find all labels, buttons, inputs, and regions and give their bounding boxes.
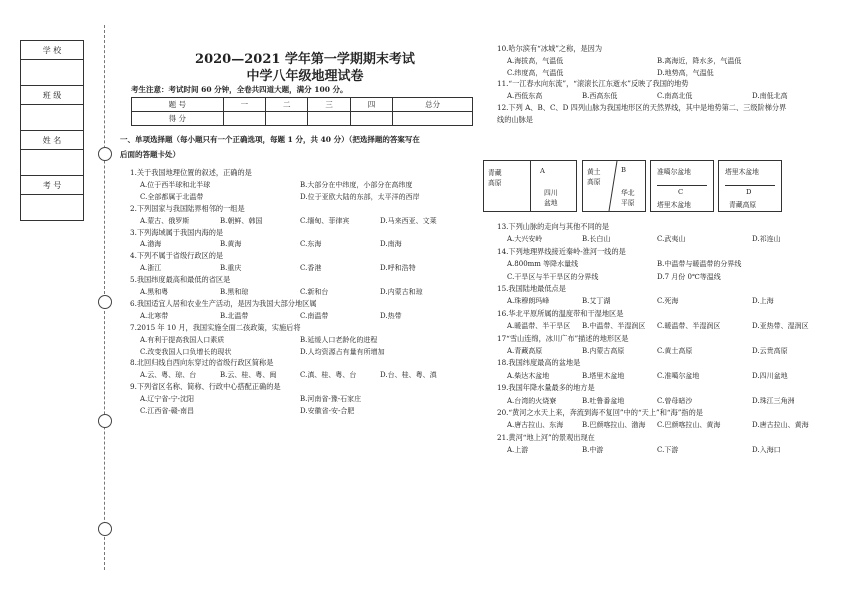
score-header: 总分 bbox=[393, 98, 473, 112]
answer-option[interactable]: B.中温带与暖温带的分界线 bbox=[657, 260, 742, 269]
exam-subtitle: 中学八年级地理试卷 bbox=[246, 69, 364, 84]
score-header: 二 bbox=[266, 98, 308, 112]
score-header: 四 bbox=[350, 98, 392, 112]
answer-option[interactable]: D.7 月份 0℃等温线 bbox=[657, 272, 721, 281]
answer-option[interactable]: C.准噶尔盆地 bbox=[657, 371, 700, 380]
box-label: 青藏 高原 bbox=[488, 169, 502, 187]
box-letter: A bbox=[540, 167, 545, 175]
answer-option[interactable]: A.蒙古、俄罗斯 bbox=[140, 216, 190, 225]
answer-option[interactable]: B.艾丁湖 bbox=[582, 297, 611, 306]
box-label: 准噶尔盆地 bbox=[657, 168, 691, 176]
answer-option[interactable]: C.纬度高，气温低 bbox=[507, 68, 564, 77]
answer-option[interactable]: D.南海 bbox=[380, 240, 402, 249]
answer-option[interactable]: A.黑和粤 bbox=[140, 288, 169, 296]
answer-option[interactable]: C.南高北低 bbox=[657, 92, 693, 101]
question-stem: 8.北回归线自西向东穿过的省级行政区简称是 bbox=[130, 358, 274, 368]
question-stem: 12.下列 A、B、C、D 四列山脉为我国地形区的天然界线，其中是地势第二、三级阶梯分界 bbox=[497, 103, 787, 112]
score-header: 三 bbox=[308, 98, 350, 112]
answer-option[interactable]: B.塔里木盆地 bbox=[582, 371, 625, 380]
answer-option[interactable]: D.内蒙古和琼 bbox=[380, 288, 423, 296]
answer-option[interactable]: C.下游 bbox=[657, 446, 679, 455]
answer-option[interactable]: B.云、桂、粤、闽 bbox=[220, 371, 277, 380]
box-label: 塔里木盆地 bbox=[725, 168, 759, 176]
score-header: 一 bbox=[223, 98, 265, 112]
score-row-label: 得 分 bbox=[132, 112, 224, 126]
answer-option[interactable]: C.暖温带、半湿润区 bbox=[657, 322, 721, 331]
answer-option[interactable]: D.亚热带、湿润区 bbox=[752, 322, 809, 331]
answer-option[interactable]: C.东海 bbox=[300, 240, 322, 249]
score-header: 题 号 bbox=[132, 98, 224, 112]
answer-option[interactable]: A.云、粤、琼、台 bbox=[140, 371, 197, 380]
answer-option[interactable]: C.曾母暗沙 bbox=[657, 396, 693, 405]
answer-option[interactable]: D.南低北高 bbox=[752, 92, 788, 101]
answer-option[interactable]: D.四川盆地 bbox=[752, 371, 788, 380]
binding-hole bbox=[98, 522, 112, 536]
question-stem: 3.下列海域属于我国内海的是 bbox=[130, 227, 224, 237]
question-stem: 5.我国纬度最高和最低的省区是 bbox=[130, 275, 231, 285]
answer-option[interactable]: B.中游 bbox=[582, 446, 604, 455]
answer-option[interactable]: D.云贵高原 bbox=[752, 347, 788, 355]
answer-option[interactable]: D.安徽省-安-合肥 bbox=[300, 407, 355, 415]
answer-option[interactable]: C.全部都属于北温带 bbox=[140, 192, 204, 201]
box-letter: D bbox=[746, 188, 752, 196]
name-label: 姓 名 bbox=[21, 131, 84, 150]
answer-option[interactable]: D.地势高，气温低 bbox=[657, 68, 714, 77]
question-stem: 16.华北平原所属的温度带和干湿地区是 bbox=[497, 308, 624, 318]
answer-option[interactable]: C.新和台 bbox=[300, 288, 329, 296]
answer-option[interactable]: A.800mm 等降水量线 bbox=[507, 260, 579, 269]
question-stem: 7.2015 年 10 月，我国实施全面二孩政策，实施后将 bbox=[130, 322, 301, 332]
answer-option[interactable]: B.巴颜喀拉山、渤海 bbox=[582, 421, 646, 430]
answer-option[interactable]: A.青藏高原 bbox=[507, 347, 543, 355]
answer-option[interactable]: C.巴颜喀拉山、黄海 bbox=[657, 421, 721, 430]
answer-option[interactable]: B.离海近，降水多，气温低 bbox=[657, 56, 742, 65]
score-cell[interactable] bbox=[350, 112, 392, 126]
answer-option[interactable]: A.渤海 bbox=[140, 240, 162, 249]
answer-option[interactable]: C.死海 bbox=[657, 297, 679, 306]
answer-option[interactable]: A.西低东高 bbox=[507, 92, 543, 101]
binding-hole bbox=[98, 414, 112, 428]
box-label: 华北 平原 bbox=[621, 189, 635, 207]
box-label: 四川 盆地 bbox=[544, 189, 558, 207]
box-letter: B bbox=[621, 166, 626, 174]
answer-option[interactable]: C.江西省-赣-南昌 bbox=[140, 407, 195, 415]
answer-option[interactable]: A.位于西半球和北半球 bbox=[140, 180, 211, 189]
id-label: 考 号 bbox=[21, 176, 84, 195]
answer-option[interactable]: A.柴达木盆地 bbox=[507, 371, 550, 380]
question-stem: 13.下列山脉的走向与其他不同的是 bbox=[497, 222, 610, 231]
student-info-table bbox=[20, 40, 84, 221]
question-stem: 17“雪山连绵，冰川广布”描述的地形区是 bbox=[497, 333, 629, 343]
answer-option[interactable]: A.北寒带 bbox=[140, 311, 169, 320]
q12-box-a bbox=[483, 160, 577, 212]
question-stem: 6.我国适宜人居和农业生产活动，是因为我国大部分地区属 bbox=[130, 298, 317, 308]
id-field[interactable] bbox=[21, 195, 84, 221]
question-stem: 21.黄河“地上河”的景观出现在 bbox=[497, 432, 595, 442]
answer-option[interactable]: D.上海 bbox=[752, 297, 774, 306]
answer-option[interactable]: D.入海口 bbox=[752, 446, 781, 455]
answer-option[interactable]: A.唐古拉山、东海 bbox=[507, 421, 564, 430]
q12-box-c bbox=[650, 160, 714, 212]
answer-option[interactable]: B.延缓人口老龄化的进程 bbox=[300, 335, 378, 344]
answer-option[interactable]: A.辽宁省-宁-沈阳 bbox=[140, 395, 195, 404]
answer-option[interactable]: D.位于亚欧大陆的东部，太平洋的西岸 bbox=[300, 192, 420, 201]
answer-option[interactable]: C.缅甸、菲律宾 bbox=[300, 216, 350, 225]
answer-option[interactable]: A.暖温带、半干旱区 bbox=[507, 322, 571, 331]
answer-option[interactable]: D.祁连山 bbox=[752, 235, 781, 244]
answer-option[interactable]: C.南温带 bbox=[300, 311, 329, 320]
name-field[interactable] bbox=[21, 150, 84, 176]
score-cell[interactable] bbox=[266, 112, 308, 126]
question-stem: 1.关于我国地理位置的叙述，正确的是 bbox=[130, 168, 252, 177]
answer-option[interactable]: A.海拔高，气温低 bbox=[507, 56, 564, 65]
score-table bbox=[131, 97, 473, 126]
answer-option[interactable]: C.干旱区与半干旱区的分界线 bbox=[507, 272, 599, 281]
answer-option[interactable]: A.有利于提高我国人口素质 bbox=[140, 335, 225, 344]
answer-option[interactable]: C.改变我国人口负增长的现状 bbox=[140, 347, 232, 356]
answer-option[interactable]: B.黄海 bbox=[220, 240, 242, 249]
school-label: 学 校 bbox=[21, 41, 84, 60]
answer-option[interactable]: A.珠穆朗玛峰 bbox=[507, 297, 550, 306]
exam-note: 考生注意：考试时间 60 分钟，全卷共四道大题，满分 100 分。 bbox=[131, 85, 348, 94]
answer-option[interactable]: D.珠江三角洲 bbox=[752, 396, 795, 405]
answer-option[interactable]: D.呼和浩特 bbox=[380, 264, 416, 273]
binding-hole bbox=[98, 295, 112, 309]
section-heading-line: 后面的答题卡处） bbox=[120, 150, 180, 159]
answer-option[interactable]: B.大部分在中纬度，小部分在高纬度 bbox=[300, 180, 413, 189]
score-cell[interactable] bbox=[308, 112, 350, 126]
answer-option[interactable]: B.朝鲜、韩国 bbox=[220, 216, 263, 225]
question-stem: 2.下列国家与我国陆界相邻的一组是 bbox=[130, 203, 245, 213]
answer-option[interactable]: D.唐古拉山、黄海 bbox=[752, 421, 809, 430]
answer-option[interactable]: C.香港 bbox=[300, 264, 322, 273]
answer-option[interactable]: B.吐鲁番盆地 bbox=[582, 396, 625, 405]
answer-option[interactable]: C.滇、桂、粤、台 bbox=[300, 371, 357, 380]
school-field[interactable] bbox=[21, 60, 84, 86]
score-cell[interactable] bbox=[393, 112, 473, 126]
box-label: 塔里木盆地 bbox=[657, 201, 691, 209]
answer-option[interactable]: C.武夷山 bbox=[657, 235, 686, 244]
box-label: 黄土 高原 bbox=[587, 168, 601, 186]
answer-option[interactable]: C.黄土高原 bbox=[657, 347, 693, 355]
question-stem: 10.哈尔滨有“冰城”之称，是因为 bbox=[497, 44, 603, 53]
question-stem: 11.“一江春水向东流”，“滚滚长江东逝水”反映了我国的地势 bbox=[497, 79, 689, 89]
answer-option[interactable]: D.热带 bbox=[380, 311, 402, 320]
score-cell[interactable] bbox=[223, 112, 265, 126]
answer-option[interactable]: B.长白山 bbox=[582, 235, 611, 244]
q12-box-b bbox=[582, 160, 646, 212]
box-label: 青藏高原 bbox=[729, 201, 757, 209]
answer-option[interactable]: A.上游 bbox=[507, 446, 529, 455]
question-stem: 19.我国年降水量最多的地方是 bbox=[497, 383, 595, 393]
question-stem: 9.下列省区名称、简称、行政中心搭配正确的是 bbox=[130, 382, 281, 392]
section-heading bbox=[120, 132, 490, 162]
question-stem: 20.“黄河之水天上来，奔流到海不复回”中的“天上”和“海”指的是 bbox=[497, 408, 703, 417]
question-stem: 线的山脉是 bbox=[497, 114, 533, 124]
answer-option[interactable]: D.马来西亚、文莱 bbox=[380, 216, 437, 225]
answer-option[interactable]: B.中温带、半湿润区 bbox=[582, 322, 646, 331]
box-letter: C bbox=[678, 188, 684, 196]
question-stem: 4.下列不属于省级行政区的是 bbox=[130, 251, 224, 261]
answer-option[interactable]: A.台湾的火烧寮 bbox=[507, 396, 557, 405]
question-stem: 18.我国纬度最高的盆地是 bbox=[497, 358, 581, 368]
class-field[interactable] bbox=[21, 105, 84, 131]
binding-hole bbox=[98, 147, 112, 161]
exam-title: 2020—2021 学年第一学期期末考试 bbox=[195, 52, 415, 67]
answer-option[interactable]: D.台、桂、粤、滇 bbox=[380, 371, 437, 380]
class-label: 班 级 bbox=[21, 86, 84, 105]
answer-option[interactable]: B.重庆 bbox=[220, 264, 242, 273]
q12-box-d bbox=[718, 160, 782, 212]
answer-option[interactable]: B.内蒙古高原 bbox=[582, 347, 625, 355]
section-heading-line: 一、单项选择题（每小题只有一个正确选项，每题 1 分，共 40 分）（把选择题的答案写在 bbox=[120, 135, 420, 144]
question-stem: 15.我国陆地最低点是 bbox=[497, 284, 566, 293]
answer-option[interactable]: B.河南省-豫-石家庄 bbox=[300, 395, 362, 404]
answer-option[interactable]: A.浙江 bbox=[140, 264, 162, 273]
answer-option[interactable]: D.人均资源占有量有所增加 bbox=[300, 347, 385, 356]
question-stem: 14.下列地理界线接近秦岭-淮河一线的是 bbox=[497, 246, 626, 256]
answer-option[interactable]: B.黑和琼 bbox=[220, 288, 249, 296]
answer-option[interactable]: A.大兴安岭 bbox=[507, 235, 543, 244]
answer-option[interactable]: B.西高东低 bbox=[582, 92, 618, 101]
answer-option[interactable]: B.北温带 bbox=[220, 311, 249, 320]
